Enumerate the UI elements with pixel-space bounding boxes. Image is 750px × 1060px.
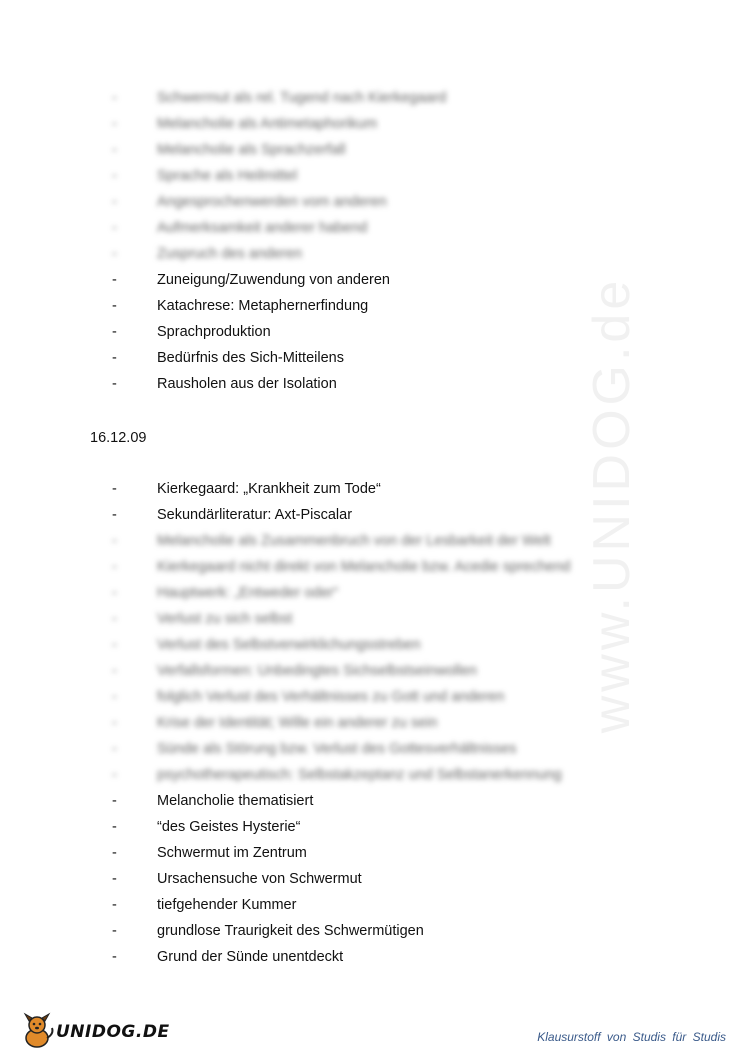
list-item bbox=[0, 868, 700, 890]
list-item-text: Ursachensuche von Schwermut bbox=[157, 871, 362, 887]
bullet-dash: - bbox=[112, 585, 117, 601]
list-item bbox=[0, 165, 700, 187]
bullet-dash: - bbox=[112, 298, 117, 314]
list-item-text: Angesprochenwerden vom anderen bbox=[157, 194, 387, 210]
bullet-dash: - bbox=[112, 845, 117, 861]
bullet-dash: - bbox=[112, 116, 117, 132]
bullet-dash: - bbox=[112, 689, 117, 705]
list-item-text: Grund der Sünde unentdeckt bbox=[157, 949, 344, 965]
list-item-text: “des Geistes Hysterie“ bbox=[157, 819, 301, 835]
list-item bbox=[0, 269, 700, 291]
bullet-dash: - bbox=[112, 194, 117, 210]
list-item-text: Melancholie als Antimetaphorikum bbox=[157, 116, 378, 132]
list-item-text: Sünde als Störung bzw. Verlust des Gottesverhältnisses bbox=[157, 741, 517, 757]
list-item bbox=[0, 530, 700, 552]
list-item-text: Zuspruch des anderen bbox=[157, 246, 303, 262]
bullet-dash: - bbox=[112, 220, 117, 236]
list-item-text: Verlust zu sich selbst bbox=[157, 611, 293, 627]
watermark-text: www.UNIDOG.de bbox=[583, 276, 641, 734]
list-item bbox=[0, 582, 700, 604]
bullet-dash: - bbox=[112, 533, 117, 549]
bullet-dash: - bbox=[112, 637, 117, 653]
list-item-text: Verfallsformen: Unbedingtes Sichselbstseinwollen bbox=[157, 663, 477, 679]
list-item bbox=[0, 113, 700, 135]
list-item bbox=[0, 816, 700, 838]
bullet-dash: - bbox=[112, 949, 117, 965]
bullet-dash: - bbox=[112, 793, 117, 809]
list-item-text: tiefgehender Kummer bbox=[157, 897, 297, 913]
list-item bbox=[0, 191, 700, 213]
list-item-text: Melancholie thematisiert bbox=[157, 793, 314, 809]
list-item bbox=[0, 217, 700, 239]
list-item bbox=[0, 634, 700, 656]
bullet-dash: - bbox=[112, 741, 117, 757]
list-item-text: Sprache als Heilmittel bbox=[157, 168, 298, 184]
list-item-text: Sekundärliteratur: Axt-Piscalar bbox=[157, 507, 353, 523]
bullet-dash: - bbox=[112, 897, 117, 913]
list-item bbox=[0, 920, 700, 942]
list-item bbox=[0, 321, 700, 343]
list-item-text: Kierkegaard nicht direkt von Melancholie bzw. Acedie sprechend bbox=[157, 559, 571, 575]
bullet-dash: - bbox=[112, 376, 117, 392]
list-item-text: Schwermut im Zentrum bbox=[157, 845, 307, 861]
bullet-dash: - bbox=[112, 142, 117, 158]
list-item-text: Rausholen aus der Isolation bbox=[157, 376, 337, 392]
footer-tagline: Klausurstoff von Studis für Studis bbox=[537, 1030, 726, 1044]
bullet-dash: - bbox=[112, 481, 117, 497]
list-item bbox=[0, 87, 700, 109]
bullet-dash: - bbox=[112, 90, 117, 106]
bullet-dash: - bbox=[112, 715, 117, 731]
list-item bbox=[0, 556, 700, 578]
list-item-text: Sprachproduktion bbox=[157, 324, 271, 340]
bullet-dash: - bbox=[112, 767, 117, 783]
logo-text: UNIDOG.DE bbox=[56, 1022, 170, 1042]
list-item-text: Kierkegaard: „Krankheit zum Tode“ bbox=[157, 481, 381, 497]
list-item bbox=[0, 946, 700, 968]
bullet-dash: - bbox=[112, 324, 117, 340]
dog-icon bbox=[20, 1012, 56, 1050]
list-item bbox=[0, 790, 700, 812]
bullet-dash: - bbox=[112, 663, 117, 679]
bullet-dash: - bbox=[112, 559, 117, 575]
list-item bbox=[0, 608, 700, 630]
bullet-dash: - bbox=[112, 819, 117, 835]
list-item bbox=[0, 504, 700, 526]
bullet-dash: - bbox=[112, 507, 117, 523]
list-item bbox=[0, 373, 700, 395]
bullet-dash: - bbox=[112, 246, 117, 262]
list-item bbox=[0, 842, 700, 864]
list-item-text: Krise der Identität; Wille ein anderer zu sein bbox=[157, 715, 438, 731]
list-item-text: psychotherapeutisch: Selbstakzeptanz und Selbstanerkennung bbox=[157, 767, 562, 783]
bullet-dash: - bbox=[112, 611, 117, 627]
list-item-text: Melancholie als Sprachzerfall bbox=[157, 142, 346, 158]
list-item bbox=[0, 894, 700, 916]
bullet-dash: - bbox=[112, 871, 117, 887]
bullet-dash: - bbox=[112, 923, 117, 939]
bullet-dash: - bbox=[112, 272, 117, 288]
list-item bbox=[0, 295, 700, 317]
list-item bbox=[0, 347, 700, 369]
list-item-text: Aufmerksamkeit anderer habend bbox=[157, 220, 368, 236]
list-item-text: Schwermut als rel. Tugend nach Kierkegaard bbox=[157, 90, 447, 106]
list-item bbox=[0, 478, 700, 500]
list-item bbox=[0, 660, 700, 682]
list-item bbox=[0, 764, 700, 786]
date-heading: 16.12.09 bbox=[90, 430, 147, 446]
list-item-text: folglich Verlust des Verhältnisses zu Gott und anderen bbox=[157, 689, 505, 705]
list-item-text: Melancholie als Zusammenbruch von der Lesbarkeit der Welt bbox=[157, 533, 551, 549]
list-item bbox=[0, 738, 700, 760]
bullet-dash: - bbox=[112, 350, 117, 366]
list-item-text: Hauptwerk: „Entweder oder“ bbox=[157, 585, 339, 601]
bullet-dash: - bbox=[112, 168, 117, 184]
list-item bbox=[0, 712, 700, 734]
list-item bbox=[0, 139, 700, 161]
list-item-text: Katachrese: Metaphernerfindung bbox=[157, 298, 369, 314]
list-item-text: Zuneigung/Zuwendung von anderen bbox=[157, 272, 390, 288]
list-item bbox=[0, 243, 700, 265]
unidog-logo[interactable] bbox=[20, 1012, 170, 1052]
list-item-text: Bedürfnis des Sich-Mitteilens bbox=[157, 350, 344, 366]
list-item-text: Verlust des Selbstverwirklichungsstreben bbox=[157, 637, 421, 653]
list-item-text: grundlose Traurigkeit des Schwermütigen bbox=[157, 923, 424, 939]
list-item bbox=[0, 686, 700, 708]
